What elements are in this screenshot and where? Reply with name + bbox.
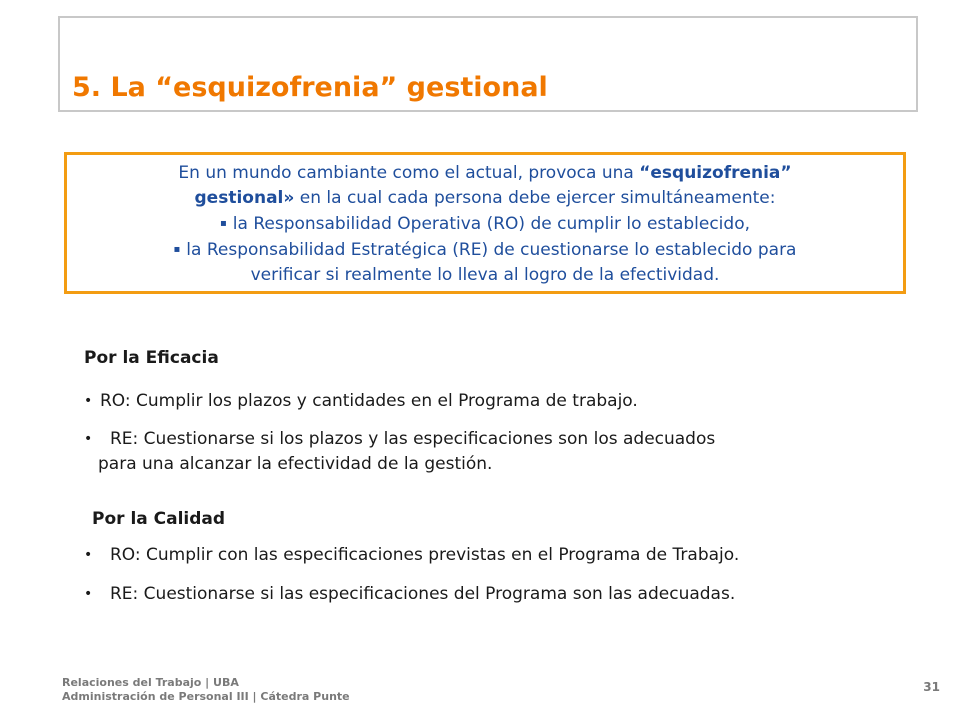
calidad-ro-item: • RO: Cumplir con las especificaciones previstas en el Programa de Trabajo. (84, 545, 740, 565)
square-bullet-icon: ▪ (220, 218, 227, 229)
highlight-term-cont: gestional» (194, 188, 295, 208)
footer-credits (62, 676, 350, 704)
section-eficacia (84, 348, 219, 368)
section-calidad (92, 509, 225, 529)
section-heading: Por la Eficacia (84, 348, 219, 368)
intro-callout (64, 152, 906, 294)
intro-line-1: En un mundo cambiante como el actual, provoca una “esquizofrenia” (178, 163, 792, 183)
section-heading: Por la Calidad (92, 509, 226, 529)
footer-line-2: Administración de Personal III | Cátedra Punte (62, 690, 350, 703)
intro-line-5: verificar si realmente lo lleva al logro de la efectividad. (250, 265, 720, 285)
square-bullet-icon: ▪ (173, 244, 181, 255)
eficacia-re-item: • RE: Cuestionarse si los plazos y las especificaciones son los adecuados (84, 429, 716, 449)
highlight-term: “esquizofrenia” (639, 163, 792, 183)
title-box (58, 16, 918, 112)
page-title: 5. La “esquizofrenia” gestional (72, 72, 548, 103)
bullet-icon: • (84, 547, 93, 563)
intro-bullet-re: ▪ la Responsabilidad Estratégica (RE) de cuestionarse lo establecido para (173, 240, 797, 260)
eficacia-ro-item: • RO: Cumplir los plazos y cantidades en el Programa de trabajo. (84, 391, 638, 411)
footer-line-1: Relaciones del Trabajo | UBA (62, 676, 239, 689)
calidad-re-item: • RE: Cuestionarse si las especificaciones del Programa son las adecuadas. (84, 584, 736, 604)
intro-bullet-ro: ▪ la Responsabilidad Operativa (RO) de cumplir lo establecido, (220, 214, 750, 234)
eficacia-re-item-cont: para una alcanzar la efectividad de la gestión. (98, 454, 493, 474)
bullet-icon: • (84, 586, 93, 602)
page-number: 31 (923, 680, 940, 694)
bullet-icon: • (84, 431, 93, 447)
intro-line-2: gestional» en la cual cada persona debe ejercer simultáneamente: (194, 188, 776, 208)
bullet-icon: • (84, 393, 93, 409)
